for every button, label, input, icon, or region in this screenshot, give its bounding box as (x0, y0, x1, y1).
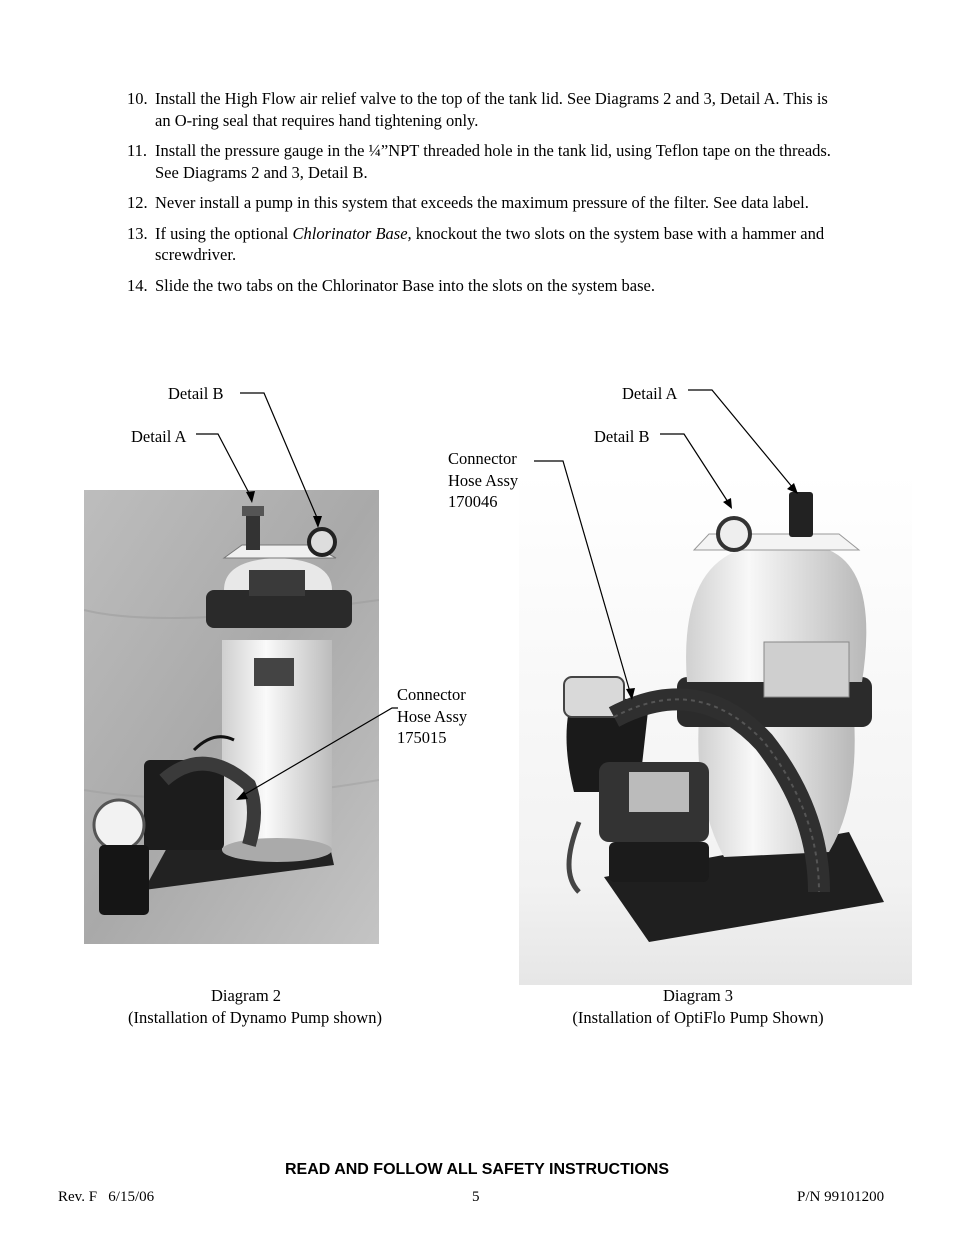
diagram-3-detail-a-label: Detail A (622, 384, 678, 403)
step-13: 13. If using the optional Chlorinator Base, knockout the two slots on the system base with a hammer and screwdriver. (127, 223, 825, 264)
step-10-text: Install the High Flow air relief valve to the top of the tank lid. See Diagrams 2 and 3, Detail A. This is an O-ring seal that requires hand tightening only. (155, 89, 828, 130)
part-number: P/N 99101200 (797, 1189, 885, 1205)
diagram-3-caption: Diagram 3 (Installation of OptiFlo Pump Shown) (572, 986, 824, 1027)
step-12-text: Never install a pump in this system that exceeds the maximum pressure of the filter. See data label. (155, 193, 809, 212)
diagram-3-connector-label: Connector Hose Assy 170046 (448, 449, 519, 511)
step-11-text: Install the pressure gauge in the ¼”NPT threaded hole in the tank lid, using Teflon tape on the threads. See Diagrams 2 and 3, Detail B. (155, 141, 831, 182)
step-14-text: Slide the two tabs on the Chlorinator Base into the slots on the system base. (155, 275, 655, 295)
step-12: 12. Never install a pump in this system that exceeds the maximum pressure of the filter. See data label. (127, 193, 809, 212)
diagram-2-connector-label: Connector Hose Assy 175015 (397, 685, 468, 747)
diagram-2-caption: Diagram 2 (Installation of Dynamo Pump shown) (128, 986, 382, 1027)
diagram-3-photo (519, 472, 912, 985)
installation-steps (127, 88, 847, 305)
step-10: 10. Install the High Flow air relief valve to the top of the tank lid. See Diagrams 2 and 3, Detail A. This is an O-ring seal that requires hand tightening only. (127, 89, 828, 130)
diagram-2-detail-b-label: Detail B (168, 384, 224, 403)
step-11: 11. Install the pressure gauge in the ¼”NPT threaded hole in the tank lid, using Teflon tape on the threads. See Diagrams 2 and 3, Detail B. (127, 141, 831, 182)
page-number: 5 (472, 1189, 480, 1205)
chlorinator-base-term: Chlorinator Base, (292, 223, 412, 243)
diagram-3-detail-b-label: Detail B (594, 427, 650, 446)
diagram-2-detail-a-label: Detail A (131, 427, 187, 446)
diagram-2-photo (84, 490, 379, 944)
revision-date: Rev. F 6/15/06 (58, 1189, 155, 1205)
step-14: 14. Slide the two tabs on the Chlorinator Base into the slots on the system base. (127, 275, 655, 295)
safety-notice: READ AND FOLLOW ALL SAFETY INSTRUCTIONS (285, 1161, 669, 1178)
